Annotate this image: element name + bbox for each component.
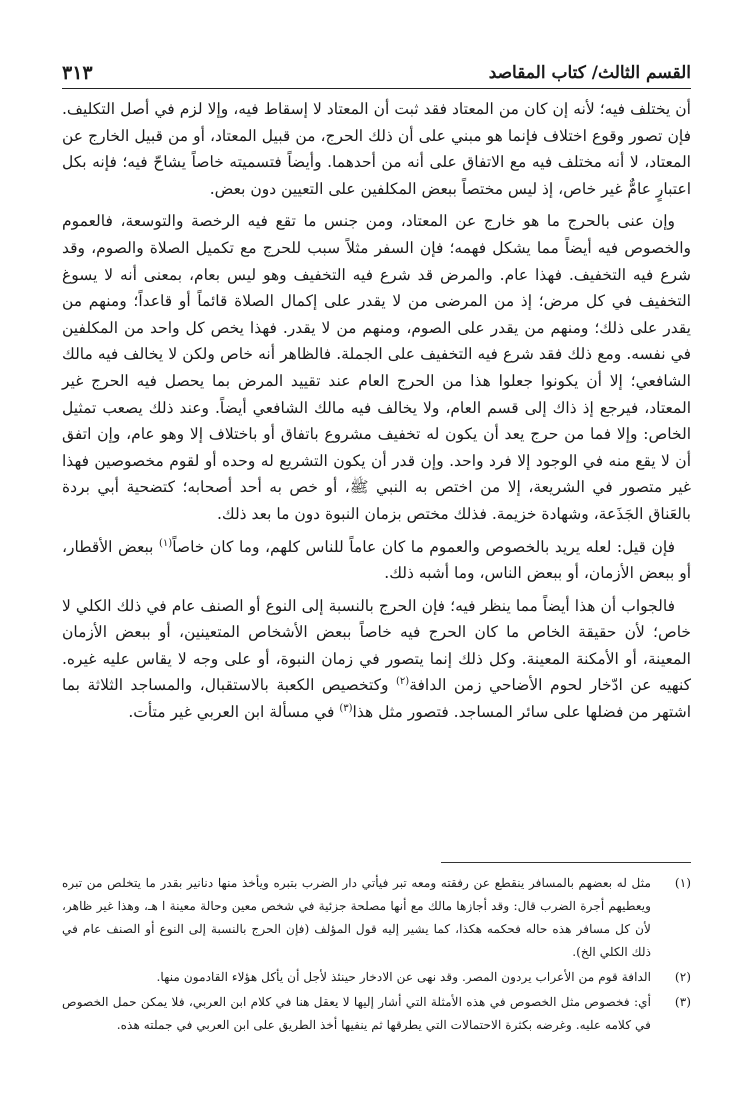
footnote (62, 872, 691, 964)
footnote-number: (٢) (674, 970, 691, 984)
footnote-reference: (٣) (339, 702, 353, 714)
running-title: القسم الثالث/ كتاب المقاصد (488, 63, 691, 83)
paragraph-text: ببعض الأقطار، أو ببعض الأزمان، أو ببعض الناس، وما أشبه ذلك. (62, 537, 691, 583)
footnote-text: الدافة قوم من الأعراب يردون المصر. وقد نهى عن الادخار حينئذ لأجل أن يأكل هؤلاء القادمون منها. (156, 970, 651, 984)
footnote (62, 966, 691, 989)
main-text (62, 96, 691, 732)
footnote-reference: (١) (159, 537, 173, 549)
footnote (62, 991, 691, 1037)
paragraph-text: فالجواب أن هذا أيضاً مما ينظر فيه؛ فإن الحرج بالنسبة إلى النوع أو الصنف عام في ذلك الكلي لا خاص؛ لأن حقيقة الخاص ما كان الحرج فيه خاصاً ببعض الأشخاص المتعينين، أو ببعض الأزمان المعينة، أو الأمكنة المعينة. وكل ذلك إنما يتصور في زمان النبوة، أو على وجه لا يقاس عليه غيره. كنهيه عن ادّخار لحوم الأضاحي زمن الدافة (62, 596, 692, 695)
footnote-number: (١) (674, 876, 691, 890)
paragraph-text: فإن قيل: لعله يريد بالخصوص والعموم ما كان عاماً للناس كلهم، وما كان خاصاً (172, 537, 676, 556)
page-number: ٣١٣ (62, 62, 93, 84)
footnote-number: (٣) (674, 995, 691, 1009)
footnote-reference: (٢) (396, 676, 410, 688)
paragraph: أن يختلف فيه؛ لأنه إن كان من المعتاد فقد ثبت أن المعتاد لا إسقاط فيه، وإلا لزم في أصل التكليف. فإن تصور وقوع اختلاف فإنما هو مبني على أن ذلك الحرج، من قبيل المعتاد، أو من قبيل الخارج عن المعتاد، لا أنه مختلف فيه مع الاتفاق على أنه من أحدهما. وأيضاً فتسميته خاصاً يشاحّ فيه؛ فإنه بكل اعتبارٍ عامٌّ غير خاص، إذ ليس مختصاً ببعض المكلفين على التعيين دون بعض. (62, 100, 691, 198)
footnote-divider (441, 862, 691, 863)
page-header (62, 58, 691, 89)
footnotes (62, 872, 691, 1039)
paragraph: وإن عنى بالحرج ما هو خارج عن المعتاد، ومن جنس ما تقع فيه الرخصة والتوسعة، فالعموم والخصوص فيه أيضاً مما يشكل فهمه؛ فإن السفر مثلاً سبب للحرج مع تكميل الصلاة والصوم، وقد شرع فيه التخفيف. فهذا عام. والمرض قد شرع فيه التخفيف وهو ليس بعام، بمعنى أنه لا يسوغ التخفيف في كل مرض؛ إذ من المرضى من لا يقدر على إكمال الصلاة قائماً أو قاعداً؛ ومنهم من يقدر على ذلك؛ ومنهم من يقدر على الصوم، ومنهم من لا يقدر. فهذا يخص كل واحد من المكلفين في نفسه. ومع ذلك فقد شرع فيه التخفيف على الجملة. فالظاهر أنه خاص ولكن لا يخالف فيه مالك الشافعي؛ إلا أن يكونوا جعلوا هذا من الحرج العام عند تقييد المرض بما يحصل فيه الحرج غير المعتاد، فيرجع إذ ذاك إلى قسم العام، ولا يخالف فيه مالك الشافعي أيضاً. وعند ذلك يصعب تمثيل الخاص: وإلا فما من حرج يعد أن يكون له تخفيف مشروع باتفاق أو باختلاف إلا وهو عام، وإن اتفق أن لا يقع منه في الوجود إلا فرد واحد. وإن قدر أن يكون التشريع له وحده أو لقوم مخصوصين فهذا غير متصور في الشريعة، إلا من اختص به النبي ﷺ، أو خص به أحد أصحابه؛ كتضحية أبي بردة بالعَناق الجَذَعة، وشهادة خزيمة. فذلك مختص بزمان النبوة دون ما بعد ذلك. (62, 212, 691, 523)
paragraph-text: في مسألة ابن العربي غير متأت. (128, 703, 340, 722)
footnote-text: أي: فخصوص مثل الخصوص في هذه الأمثلة التي أشار إليها لا يعقل هنا في كلام ابن العربي، فلا يمكن حمل الخصوص في كلامه عليه. وغرضه بكثرة الاحتمالات التي يطرقها ثم ينفيها أخذ الطريق على ابن العربي في جملته هذه. (62, 995, 651, 1032)
footnote-text: مثل له بعضهم بالمسافر ينقطع عن رفقته ومعه تبر فيأتي دار الضرب بتبره ويأخذ منها دنانير بقدر ما يتخلص من تبره ويعطيهم أجرة الضرب قال: وقد أجازها مالك مع أنها مصلحة جزئية في شخص معين وحالة معينة ا هـ، وهذا غير ظاهر، لأن كل مسافر هذه حاله فحكمه هكذا، كما يشير إليه قول المؤلف (فإن الحرج بالنسبة إلى النوع أو الصنف عام في ذلك الكلي الخ). (62, 876, 651, 959)
paragraph-text: وكتخصيص الكعبة بالاستقبال، والمساجد الثلاثة بما اشتهر من فضلها على سائر المساجد. فتصور مثل هذا (62, 676, 691, 722)
paragraph (62, 593, 691, 726)
paragraph (62, 534, 691, 587)
